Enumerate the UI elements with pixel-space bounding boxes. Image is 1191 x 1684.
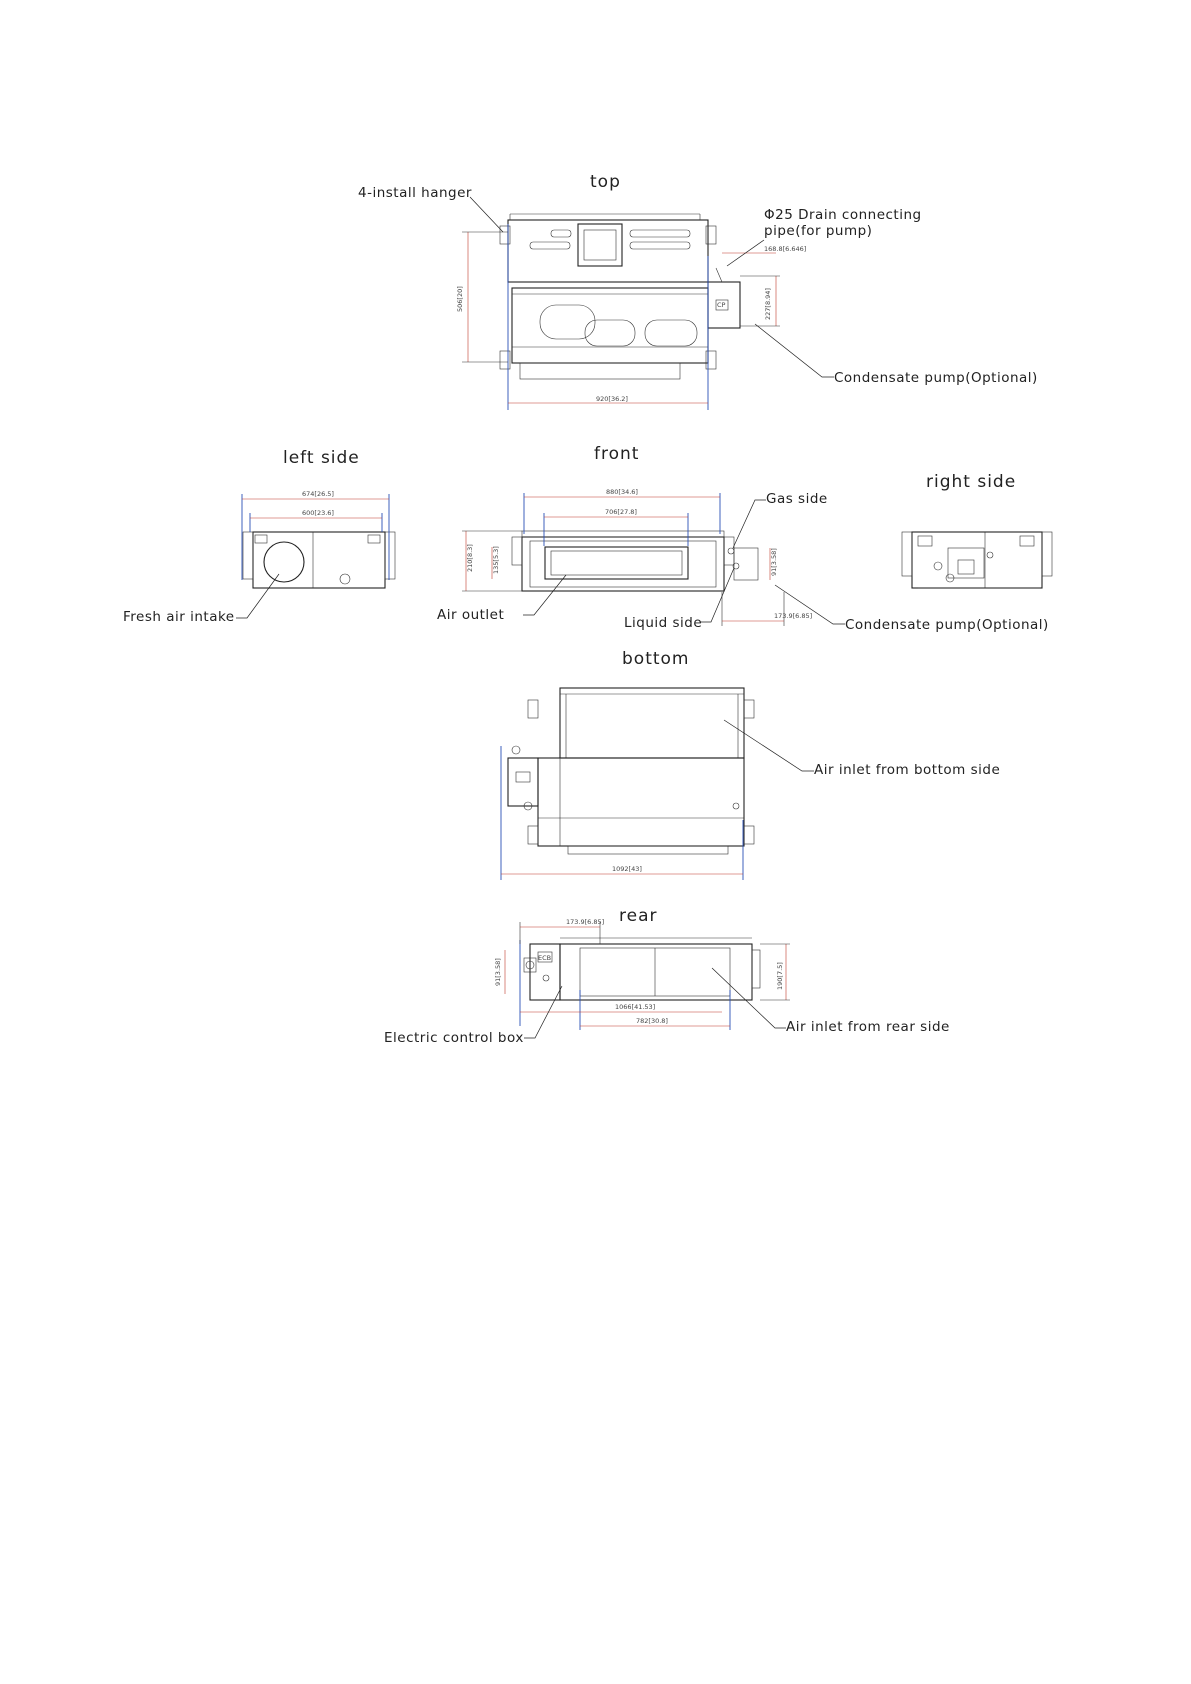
rear-inner-label: 1066[41.53] [615,1003,656,1011]
front-width-label: 880[34.6] [606,488,638,496]
fresh-air-intake-callout: Fresh air intake [123,609,235,625]
rear-left-height-label: 91[3.58] [494,958,502,986]
bottom-width-label: 1092[43] [612,865,642,873]
left-outer-label: 674[26.5] [302,490,334,498]
front-view-body [522,537,724,591]
top-view-title: top [590,172,621,192]
top-view [358,172,1038,410]
top-pump-tag: CP [717,301,726,309]
gas-side-callout: Gas side [766,491,828,507]
front-height-label: 210[8.3] [466,544,474,572]
front-view-title: front [594,444,640,464]
liquid-side-callout: Liquid side [624,615,703,631]
rear-view-title: rear [619,906,658,926]
left-side-view-title: left side [283,448,360,468]
drain-pipe-callout-line1: Φ25 Drain connecting [764,207,922,223]
bottom-view [501,649,1000,880]
top-pump-height-label: 227[8.94] [764,288,772,320]
right-side-view-title: right side [926,472,1017,492]
air-inlet-bottom-callout: Air inlet from bottom side [814,762,1001,778]
left-side-view [123,448,395,625]
electric-control-box-callout: Electric control box [384,1030,524,1046]
rear-control-tag: ECB [538,954,552,962]
left-inner-label: 600[23.6] [302,509,334,517]
right-side-view [902,472,1052,588]
rear-offset-label: 173.9[6.85] [566,918,605,926]
bottom-view-title: bottom [622,649,690,669]
top-depth-label: 506[20] [456,286,464,312]
top-view-lower-panel [512,288,708,363]
air-inlet-rear-callout: Air inlet from rear side [786,1019,950,1035]
bottom-view-air-inlet [560,688,744,758]
bottom-view-body [538,758,744,846]
top-pump-offset-label: 168.8[6.646] [764,245,807,253]
drain-pipe-callout-line2: pipe(for pump) [764,223,873,239]
fresh-air-opening [264,542,304,582]
front-pump-height-label: 91[3.58] [770,548,778,576]
rear-inlet-label: 782[30.8] [636,1017,668,1025]
rear-view-body [560,944,752,1000]
right-side-body [912,532,1042,588]
top-view-upper-panel [508,220,708,282]
top-view-hanger [500,351,510,369]
top-width-label: 920[36.2] [596,395,628,403]
condensate-pump-front-callout: Condensate pump(Optional) [845,617,1049,633]
install-hanger-callout: 4-install hanger [358,185,472,201]
left-side-body [253,532,385,588]
rear-view [384,906,950,1046]
air-outlet-callout: Air outlet [437,607,505,623]
front-pump-offset-label: 173.9[6.85] [774,612,813,620]
front-view-air-outlet [545,547,688,579]
front-outlet-label: 706[27.8] [605,508,637,516]
condensate-pump-top-callout: Condensate pump(Optional) [834,370,1038,386]
rear-right-height-label: 190[7.5] [776,962,784,990]
front-outlet-height-label: 135[5.3] [492,546,500,574]
